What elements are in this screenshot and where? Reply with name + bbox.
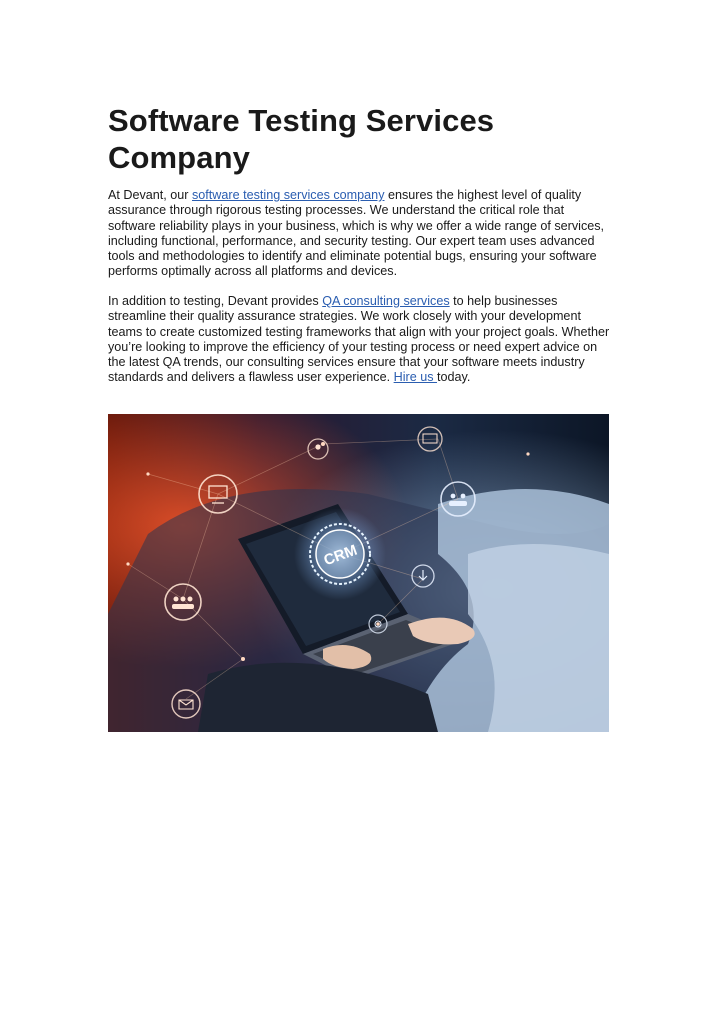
page-title: Software Testing Services Company bbox=[108, 103, 495, 175]
crm-badge bbox=[294, 508, 386, 600]
consulting-text-middle: to help businesses streamline their quality assurance strategies. We work closely with your development teams to create customized testing frameworks that align with your project goals. Whether you’re looking to improve the efficiency of your testing process or need expert advice on the latest QA trends, our consulting services ensure that your software meets industry standards and delivers a flawless user experience. bbox=[108, 294, 610, 385]
intro-text-after: ensures the highest level of quality assurance through rigorous testing processes. We understand the critical role that software reliability plays in your business, which is why we offer a wide range of services, including functional, performance, and security testing. Our expert team uses advanced tools and methodologies to identify and eliminate potential bugs, ensuring your software performs optimally across all platforms and devices. bbox=[108, 188, 605, 279]
consulting-text-before: In addition to testing, Devant provides bbox=[108, 294, 323, 308]
consulting-paragraph bbox=[108, 294, 613, 386]
intro-text-before: At Devant, our bbox=[108, 188, 192, 202]
consulting-text-after: today. bbox=[437, 370, 471, 385]
software-testing-link[interactable]: software testing services company bbox=[192, 188, 385, 202]
intro-paragraph bbox=[108, 188, 613, 280]
qa-consulting-link[interactable]: QA consulting services bbox=[322, 294, 450, 308]
hire-us-link[interactable]: Hire us bbox=[393, 370, 438, 385]
crm-badge-text: CRM bbox=[321, 541, 360, 570]
hero-image bbox=[108, 414, 609, 732]
